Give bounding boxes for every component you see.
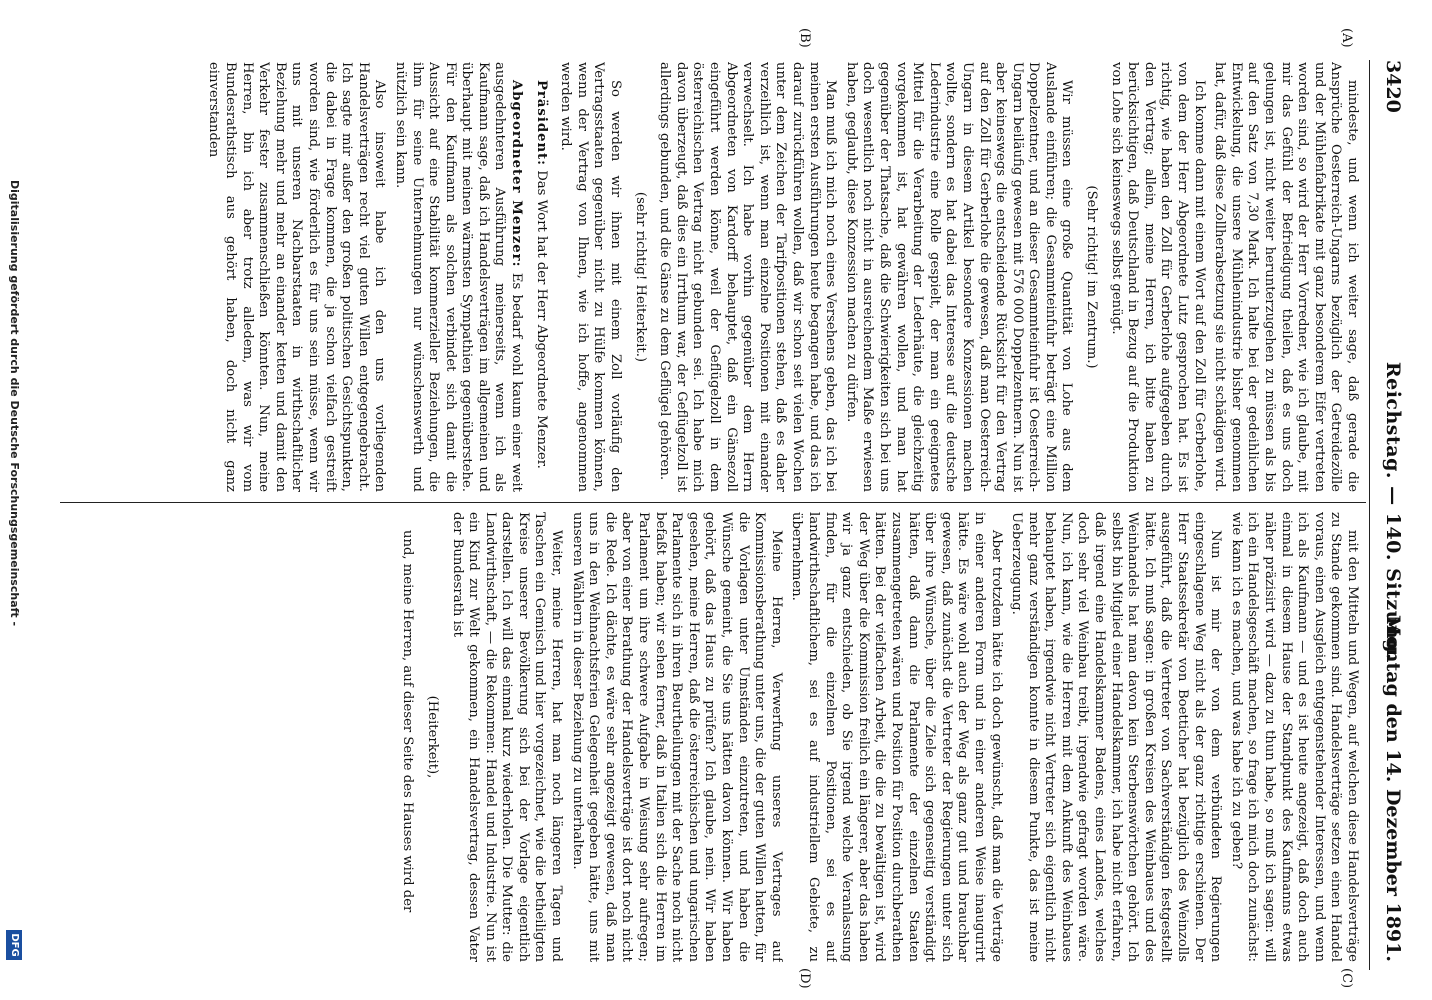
right-column (58, 512, 1360, 962)
speaker-text: Das Wort hat der Herr Abgeordnete Menzer. (533, 170, 549, 469)
left-paragraph: So werden wir ihnen mit einem Zoll vorläufig den Vertragsstaaten gegenüber nicht zu Hülfe kommen können, wenn der Vertrag von Ihnen, wie ich hoffe, angenommen werden wird. (558, 62, 624, 492)
speaker-text: Es bedarf wohl kaum einer weit ausgedehnteren Ausführung meinerseits, wenn ich als Kaufmann sage, daß ich Handelsverträgen im allgemeinen und überhaupt mit meinen wärmsten Sympathien gegenüberstehe. Für den Kaufmann als solchen verbindet sich damit die Aussicht auf eine Stabilität kommerzieller Beziehungen, die ihm für seine Unternehmungen nur wünschenswerth und nützlich sein kann. (392, 62, 525, 492)
right-paragraph: mit den Mitteln und Wegen, auf welchen diese Handelsverträge zu Stande gekommen sind. Handelsverträge setzen einen Handel voraus, einen Ausgleich entgegenstehender Interessen, und wenn ich als Kaufmann — und es ist heute angezeigt, daß doch auch einmal in diesem Hause der Standpunkt des Kaufmanns etwas näher präzisirt wird — dazu zu thun habe, so muß ich sagen: will ich ein Handelsgeschäft machen, so frage ich mich doch zunächst: wie kann ich es machen, und was habe ich zu geben? (1228, 512, 1360, 962)
margin-marker-b: (B) (797, 28, 812, 48)
right-paragraph: Aber trotzdem hätte ich doch gewünscht, daß man die Verträge in einer anderen Form und in einer anderen Weise inaugurirt hätte. Es wäre wohl auch der Weg als ganz gut und brauchbar gewesen, daß zunächst die Vertreter der Regierungen unter sich über ihre Wünsche, über die Ziele sich gegenseitig verständigt hätten, daß dann die Parlamente der einzelnen Staaten zusammengetreten wären und Position für Position durchberathen hätten. Bei der vielfachen Arbeit, die die zu bewältigen ist, wird der Weg über die Kommission freilich ein längerer, aber das haben wir ja ganz entschieden, ob Sie irgend welche Veranlassung finden, für die einzelnen Positionen, sei es auf landwirthschaftlichem, sei es auf industriellem Gebiete, zu übernehmen. (789, 512, 1004, 962)
digitization-credit: Digitalisierung gefördert durch die Deutsche Forschungsgemeinschaft - (8, 180, 21, 627)
margin-marker-a: (A) (1339, 28, 1354, 48)
right-paragraph: Weiter, meine Herren, hat man noch längeren Tagen und Taschen ein Gemisch und hier vorgezeichnet, wie die betheiligten Kreise unserer Bevölkerung sich bei der Vorlage eigentlich darstellen. Ich will das einmal kurz wiederholen. Die Mutter: die Landwirthschaft, — die Rekommen: Handel und Industrie. Nun ist ein Kind zur Welt gekommen, ein Handelsvertrag, dessen Vater der Bundesrath ist (449, 512, 565, 962)
page-title: Reichstag. — 140. Sitzung. (1382, 361, 1404, 661)
margin-marker-d: (D) (797, 968, 812, 989)
header-rule (1369, 60, 1370, 970)
left-paragraph: Wir müssen eine große Quantität von Lohe aus dem Auslande einführen; die Gesammteinfuhr beträgt eine Million Doppelzentner, und an dieser Gesammteinfuhr ist Oesterreich-Ungarn beiläufig gewesen mit 576 000 Doppelzentnern. Nun ist aber keineswegs die entscheidende Rücksicht für den Vertrag auf den Zoll für Gerberlohe die gewesen, daß man Oesterreich-Ungarn in diesem Artikel besondere Konzessionen machen wollte, sondern es hat dabei das Interesse auf die deutsche Lederindustrie eine Rolle gespielt, der man ein geeignetes Mittel für die Verarbeitung der Lederhäute, die gleichzeitig vorgekommen ist, hat gewähren wollen, und man hat gegenüber der Thatsache, daß die Schwierigkeiten sich bei uns doch wesentlich noch nicht in ausreichendem Maße erwiesen haben, geglaubt, diese Konzession machen zu dürfen. (843, 62, 1075, 492)
right-remark: (Heiterkeit), (424, 695, 440, 779)
left-paragraph: Ich komme dann mit einem Wort auf den Zoll für Gerberlohe, von dem der Herr Abgeordnete Lutz gesprochen hat. Es ist richtig, wie haben den Zoll für Gerberlohe aufgegeben durch den Vertrag; allein, meine Herren, ich bitte haben zu berücksichtigen, daß Deutschland in Bezug auf die Produktion von Lohe sich keineswegs selbst genügt. (1108, 62, 1207, 492)
speaker-name: Abgeordneter Menzer: (509, 80, 525, 268)
right-paragraph: und, meine Herren, auf dieser Seite des Hauses wird der (400, 530, 416, 913)
left-paragraph: mindeste, und wenn ich weiter sage, daß gerade die Ansprüche Oesterreich-Ungarns bezüglich der Getreidezölle und der Mühlenfabrikate mit ganz besonderem Eifer vertreten worden sind, so wird der Herr Vorredner, wie ich glaube, mit mir das Gefühl der Befriedigung theilen, daß es uns doch gelungen ist, nicht weiter herunterzugehen zu müssen als bis auf den Satz von 7,30 Mark. Ich halte bei der gedeihlichen Entwickelung, die unsere Mühlenindustrie bisher genommen hat, dafür, daß diese Zollherabsetzung sie nicht schädigen wird. (1212, 62, 1360, 492)
session-date: Montag den 14. Dezember 1891. (1382, 614, 1404, 962)
left-paragraph: Man muß ich mich noch eines Versehens geben, das ich bei meinen ersten Ausführungen heute begangen habe, und das ich darauf zurückführen wollen, daß wir schon seit vielen Wochen unter dem Zeichen der Tarifpositionen stehen, daß es daher verzeihlich ist, wenn man einzelne Positionen mit einander verwechselt. Ich habe vorhin gegenüber dem Herrn Abgeordneten von Kardorff behauptet, daß ein Gänsezoll eingeführt werden könne, weil der Geflügelzoll in dem österreichischen Vertrag nicht gebunden sei. Ich habe mich davon überzeugt, daß dies ein Irrthum war, der Geflügelzoll ist allerdings gebunden, und die Gänse zu dem Geflügel gehören. (657, 62, 839, 492)
dfg-logo: DFG (6, 930, 22, 960)
speaker-name: Präsident: (533, 80, 549, 167)
right-paragraph: Nun ist mir der von dem verbündeten Regierungen eingeschlagene Weg nicht als der ganz richtige erschienen. Der Herr Staatssekretär von Boetticher hat bezüglich des Weinzolls ausgeführt, daß die Vertreter von Sachverständigen festgestellt hätte. Ich muß sagen: in großen Kreisen des Weinbaues und des Weinhandels hat man davon kein Sterbenswörtchen gehört. Ich selbst bin Mitglied einer Handelskammer, ich habe nicht erfahren, daß irgend eine Handelskammer Badens, eines Landes, welches doch sehr viel Weinbau treibt, irgendwie gefragt worden wäre. Nun, ich kann, wie die Herren mit dem Ankunft des Weinbaues behauptet haben, irgendwie nicht Vertreter sich eigentlich nicht mehr ganz verständigen konnte in diesem Punkte, das ist meine Ueberzeugung. (1009, 512, 1224, 962)
column-divider (60, 502, 1366, 503)
page-footer (6, 0, 26, 960)
left-remark: (sehr richtig! Heiterkeit.) (632, 191, 648, 363)
speaker-paragraph (532, 62, 549, 492)
margin-marker-c: (C) (1339, 968, 1354, 989)
page-header (1372, 60, 1410, 962)
speaker-paragraph (391, 62, 524, 492)
left-paragraph: Also insoweit habe ich den uns vorliegenden Handelsverträgen recht viel guten Willen entgegengebracht. Ich sagte mir außer den großen politischen Gesichtspunkten, die dabei in Frage kommen, die ja schon vielfach gestreift worden sind, wie förderlich es für uns sein müsse, wenn wir uns mit unseren Nachbarstaaten in wirthschaftlicher Beziehung mehr und mehr an einander ketten und damit den Verkehr fester zusammenschließen könnten. Nun, meine Herren, bin ich aber trotz alledem, was wir vom Bundesrathstisch aus gehört haben, doch nicht ganz einverstanden (206, 62, 388, 492)
right-paragraph: Meine Herren, Verwerfung unseres Vertrages auf Kommissionsberathung unter uns, die der guten Willen hatten, für die Vorlagen unter Umständen einzutreten, und haben die Wünsche gemeint, die Sie uns hätten davon können. Wir haben gehört, daß das Haus zu prüfen? Ich glaube, nein. Wir haben gesehen, meine Herren, daß die österreichischen und ungarischen Parlamente sich in ihren Beurtheilungen mit der Sache noch nicht befaßt haben; wir sehen ferner, daß in Italien sich die Herren im Parlament um ihre schwere Aufgabe in Weisung sehr aufregen; aber von einer Berathung der Handelsverträge ist dort noch nicht die Rede. Ich dächte, es wäre sehr angezeigt gewesen, daß man uns in den Weihnachtsferien Gelegenheit gegeben hätte, uns mit unseren Wählern in dieser Beziehung zu unterhalten. (569, 512, 784, 962)
left-remark: (Sehr richtig! im Zentrum.) (1084, 185, 1100, 369)
left-column (58, 62, 1360, 492)
page-number: 3420 (1382, 60, 1404, 113)
